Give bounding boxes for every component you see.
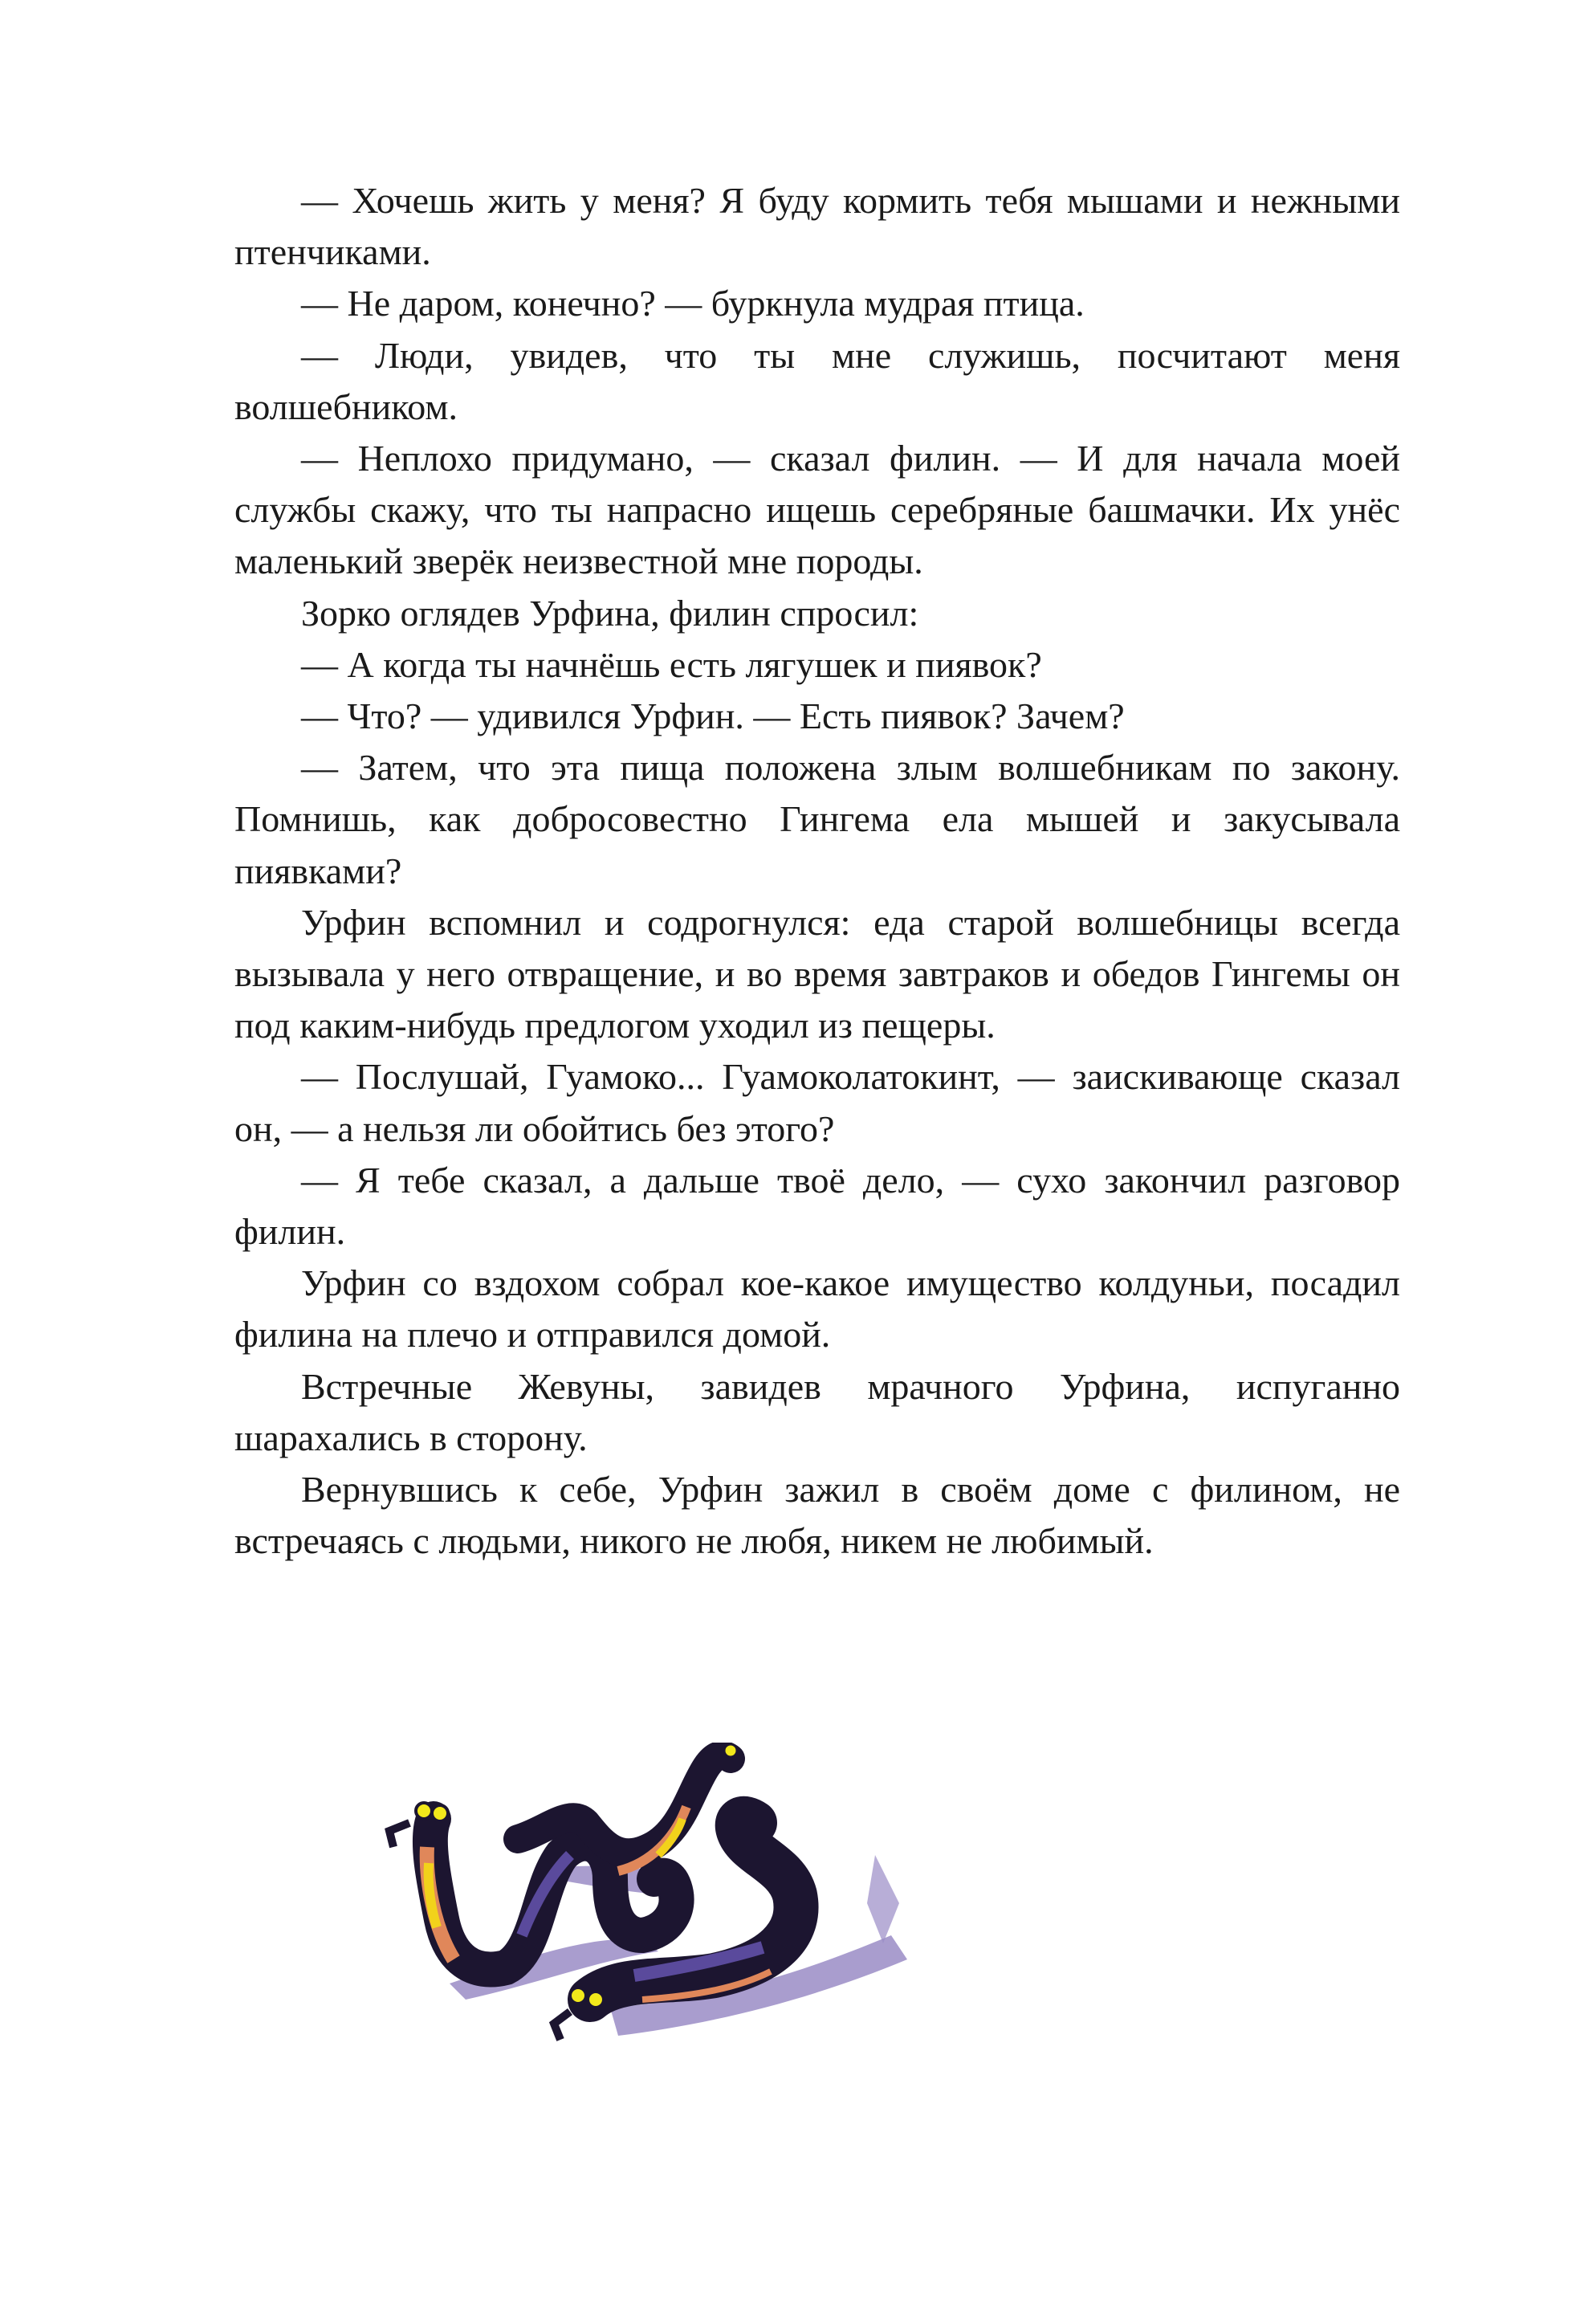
paragraph: Встречные Жевуны, завидев мрачного Урфина, испуганно шарахались в сторону. [234,1365,1400,1458]
paragraph: Урфин со вздохом собрал кое-какое имущество колдуньи, посадил филина на плечо и отправился домой. [234,1262,1400,1356]
paragraph: Вернувшись к себе, Урфин зажил в своём доме с филином, не встречаясь с людьми, никого не любя, никем не любимый. [234,1469,1400,1562]
paragraph: — Хочешь жить у меня? Я буду кормить тебя мышами и нежными птенчиками. [234,180,1400,273]
paragraph: — А когда ты начнёшь есть лягушек и пиявок? [301,643,1042,685]
paragraph: Урфин вспомнил и содрогнулся: еда старой волшебницы всегда вызывала у него отвращение, и во время завтраков и обедов Гингемы он под каким-нибудь предлогом уходил из пещеры. [234,901,1400,1046]
paragraph: — Не даром, конечно? — буркнула мудрая птица. [301,283,1085,324]
paragraph: — Я тебе сказал, а дальше твоё дело, — сухо закончил разговор филин. [234,1159,1400,1253]
paragraph: — Люди, увидев, что ты мне служишь, посчитают меня волшебником. [234,334,1400,427]
book-page-text [234,175,1400,1567]
leeches-illustration [377,1743,1260,2128]
paragraph: Зорко оглядев Урфина, филин спросил: [301,592,919,634]
paragraph: — Что? — удивился Урфин. — Есть пиявок? Зачем? [301,695,1125,737]
leeches-drawing-icon [377,1743,1260,2128]
paragraph: — Затем, что эта пища положена злым волшебникам по закону. Помнишь, как добросовестно Гингема ела мышей и закусывала пиявками? [234,747,1400,891]
paragraph: — Неплохо придумано, — сказал филин. — И для начала моей службы скажу, что ты напрасно ищешь серебряные башмачки. Их унёс маленький зверёк неизвестной мне породы. [234,438,1400,582]
paragraph: — Послушай, Гуамоко... Гуамоколатокинт, — заискивающе сказал он, — а нельзя ли обойтись без этого? [234,1056,1400,1149]
